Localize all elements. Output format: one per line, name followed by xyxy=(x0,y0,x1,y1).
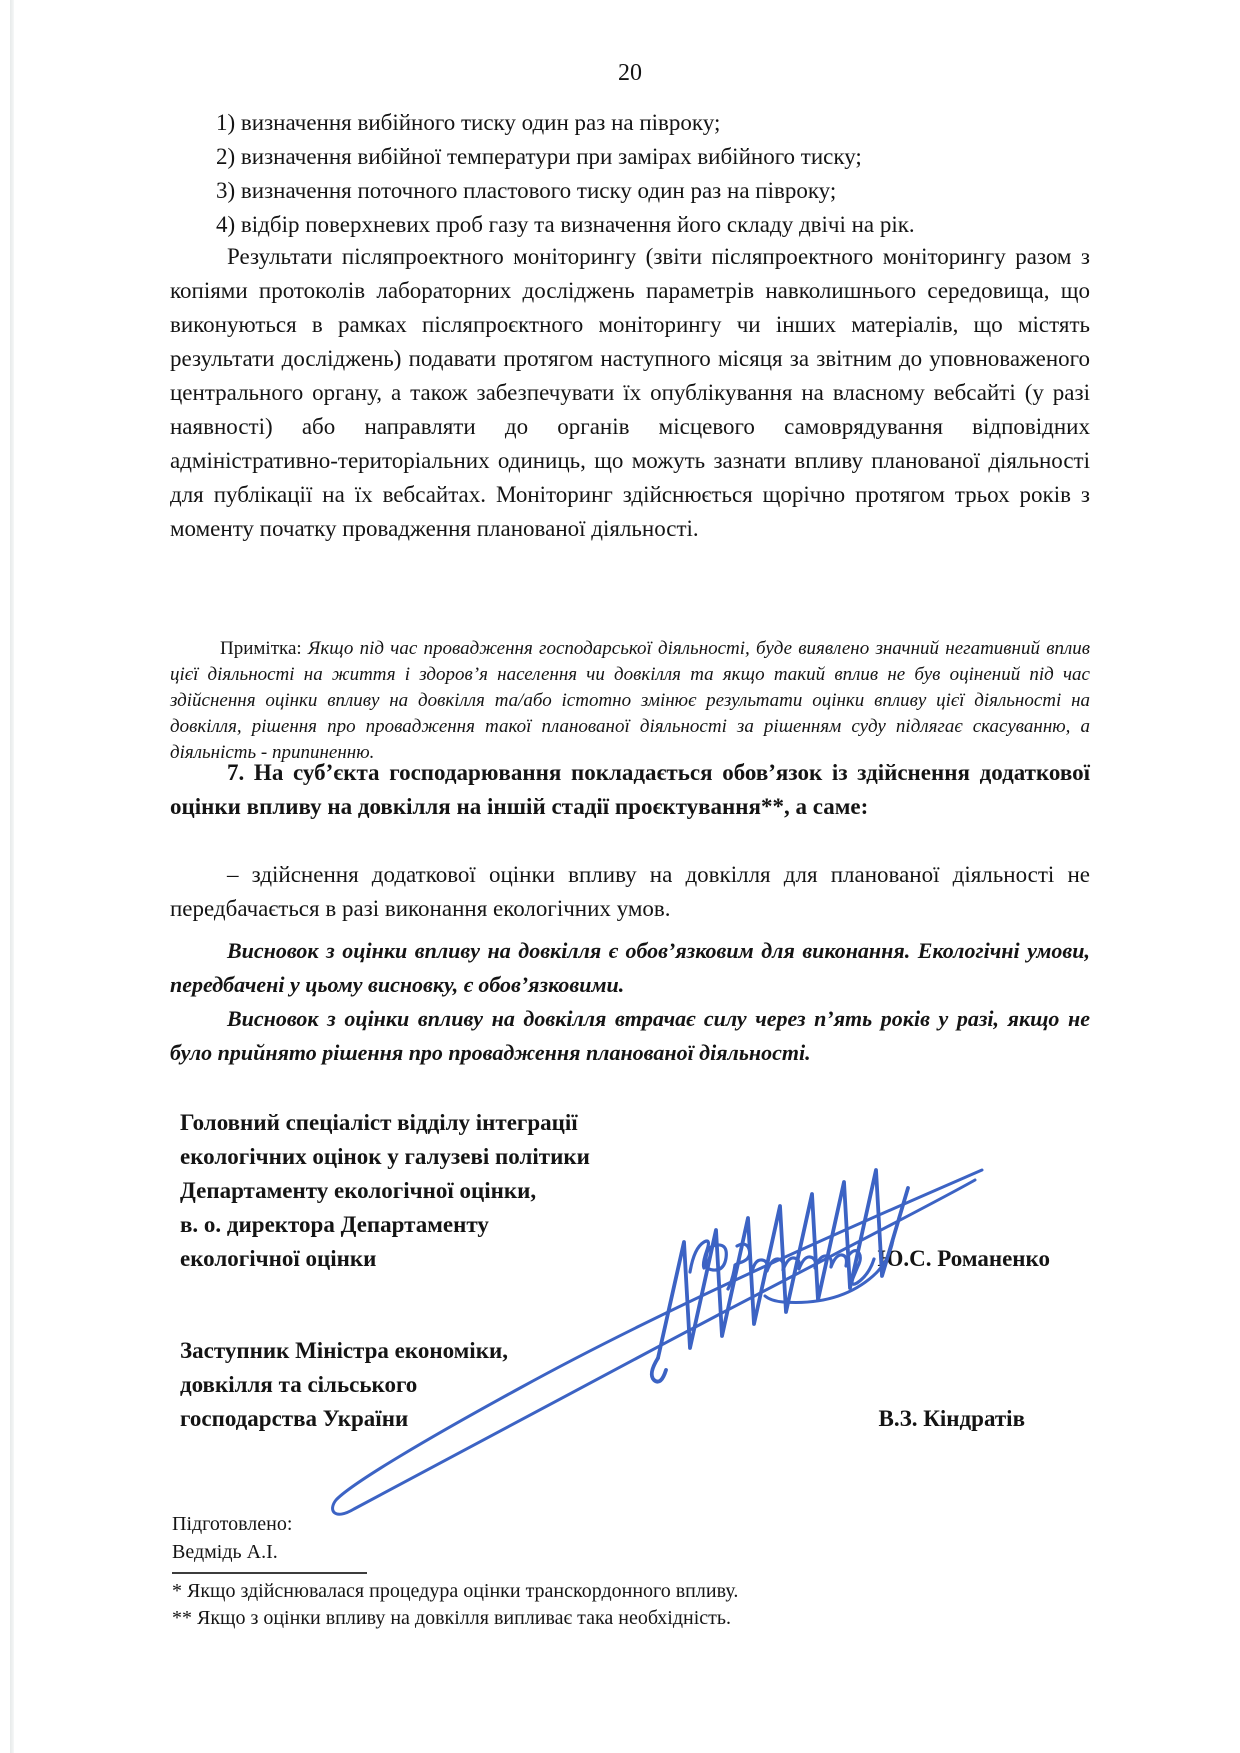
paragraph-monitoring: Результати післяпроектного моніторингу (звіти післяпроектного моніторингу разом з копіями протоколів лабораторних досліджень параметрів навколишнього середовища, що виконуються в рамках післяпроєктного моніторингу чи інших матеріалів, що містять результати досліджень) подавати протягом наступного місяця за звітним до уповноваженого центрального органу, а також забезпечувати їх опублікування на власному вебсайті (у разі наявності) або направляти до органів місцевого самоврядування відповідних адміністративно-територіальних одиниць, що можуть зазнати впливу планованої діяльності для публікації на їх вебсайтах. Моніторинг здійснюється щорічно протягом трьох років з моменту початку провадження планованої діяльності. xyxy=(170,244,1090,541)
page-number: 20 xyxy=(618,60,642,86)
note-label: Примітка: xyxy=(220,638,302,659)
signatory-name: Ю.С. Романенко xyxy=(877,1246,1050,1271)
scan-edge-artifact xyxy=(10,0,14,1753)
signatory-title-line: господарства України xyxy=(180,1406,409,1431)
footnote-item: ** Якщо з оцінки впливу на довкілля випливає така необхідність. xyxy=(172,1607,732,1629)
signatory-title-line: в. о. директора Департаменту xyxy=(180,1212,489,1237)
note-text: Якщо під час провадження господарської діяльності, буде виявлено значний негативний вплив цієї діяльності на життя і здоров’я населення чи довкілля та якщо такий вплив не був оцінений під час здійснення оцінки впливу на довкілля та/або істотно змінює результати оцінки впливу цієї діяльності на довкілля, рішення про провадження такої планованої діяльності за рішенням суду підлягає скасуванню, а діяльність - припиненню. xyxy=(170,638,1091,763)
signatory-title-line: Заступник Міністра економіки, xyxy=(180,1338,508,1363)
note-block xyxy=(170,636,1090,766)
footnote-item: * Якщо здійснювалася процедура оцінки транскордонного впливу. xyxy=(172,1580,739,1602)
emphasis-paragraph: Висновок з оцінки впливу на довкілля є обов’язковим для виконання. Екологічні умови, передбачені у цьому висновку, є обов’язковими. xyxy=(170,938,1090,997)
prepared-block xyxy=(172,1510,1092,1566)
list-item: 3) визначення поточного пластового тиску один раз на півроку; xyxy=(216,178,837,203)
signatory-name: В.З. Кіндратів xyxy=(878,1406,1025,1431)
signatory-block-romanenko xyxy=(180,1106,1100,1276)
signatory-title-line: екологічних оцінок у галузеві політики xyxy=(180,1144,590,1169)
signatory-title-line: довкілля та сільського xyxy=(180,1372,418,1397)
section-7-item-block xyxy=(170,858,1090,926)
signatory-title-line: екологічної оцінки xyxy=(180,1246,377,1271)
signatory-title-line: Головний спеціаліст відділу інтеграції xyxy=(180,1110,578,1135)
footnotes-block xyxy=(172,1578,1092,1632)
numbered-list xyxy=(170,106,1090,242)
list-item: 1) визначення вибійного тиску один раз на півроку; xyxy=(216,110,721,135)
signatory-block-kindrativ xyxy=(180,1334,1100,1436)
section-7-heading: 7. На суб’єкта господарювання покладається обов’язок із здійснення додаткової оцінки впливу на довкілля на іншій стадії проєктування**, а саме: xyxy=(170,760,1090,819)
emphasis-paragraph: Висновок з оцінки впливу на довкілля втрачає силу через п’ять років у разі, якщо не було прийнято рішення про провадження планованої діяльності. xyxy=(170,1006,1090,1065)
list-item: 2) визначення вибійної температури при замірах вибійного тиску; xyxy=(216,144,862,169)
section-7-block xyxy=(170,756,1090,824)
prepared-name: Ведмідь А.І. xyxy=(172,1541,278,1563)
note-paragraph xyxy=(170,636,1090,766)
footnote-separator xyxy=(172,1572,367,1574)
emphasis-block xyxy=(170,934,1090,1070)
prepared-label: Підготовлено: xyxy=(172,1513,293,1535)
list-item: 4) відбір поверхневих проб газу та визначення його складу двічі на рік. xyxy=(216,212,915,237)
section-7-item: – здійснення додаткової оцінки впливу на довкілля для планованої діяльності не передбачається в разі виконання екологічних умов. xyxy=(170,862,1090,921)
signatory-title-line: Департаменту екологічної оцінки, xyxy=(180,1178,537,1203)
monitoring-paragraph-block xyxy=(170,240,1090,546)
